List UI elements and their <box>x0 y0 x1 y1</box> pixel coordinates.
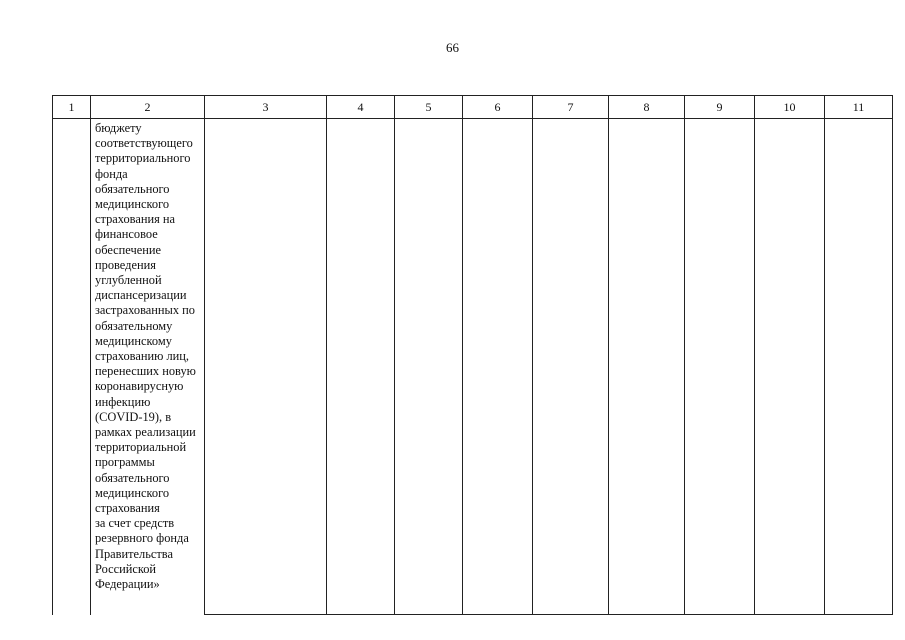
table-row <box>53 119 893 615</box>
cell-col-3 <box>205 119 327 615</box>
column-header-6: 6 <box>463 96 533 119</box>
column-header-2: 2 <box>91 96 205 119</box>
row-description: бюджету соответствующего территориального фонда обязательного медицинского страхования на финансовое обеспечение проведения углубленной диспансеризации застрахованных по обязательному медицинскому страхованию лиц, перенесших новую коронавирусную инфекцию (COVID-19), в рамках реализации территориальной программы обязательного медицинского страхования за счет средств резервного фонда Правительства Российской Федерации» <box>95 121 196 592</box>
cell-col-10 <box>755 119 825 615</box>
column-header-8: 8 <box>609 96 685 119</box>
column-header-10: 10 <box>755 96 825 119</box>
cell-col-5 <box>395 119 463 615</box>
column-header-3: 3 <box>205 96 327 119</box>
cell-col-4 <box>327 119 395 615</box>
cell-col-1 <box>53 119 91 615</box>
cell-col-9 <box>685 119 755 615</box>
cell-col-2 <box>91 119 205 615</box>
column-header-5: 5 <box>395 96 463 119</box>
header-row <box>53 96 893 119</box>
cell-col-6 <box>463 119 533 615</box>
column-header-1: 1 <box>53 96 91 119</box>
page-number: 66 <box>446 40 459 55</box>
cell-col-7 <box>533 119 609 615</box>
column-header-9: 9 <box>685 96 755 119</box>
cell-col-11 <box>825 119 893 615</box>
column-header-7: 7 <box>533 96 609 119</box>
column-header-11: 11 <box>825 96 893 119</box>
data-table <box>52 95 893 615</box>
cell-col-8 <box>609 119 685 615</box>
column-header-4: 4 <box>327 96 395 119</box>
